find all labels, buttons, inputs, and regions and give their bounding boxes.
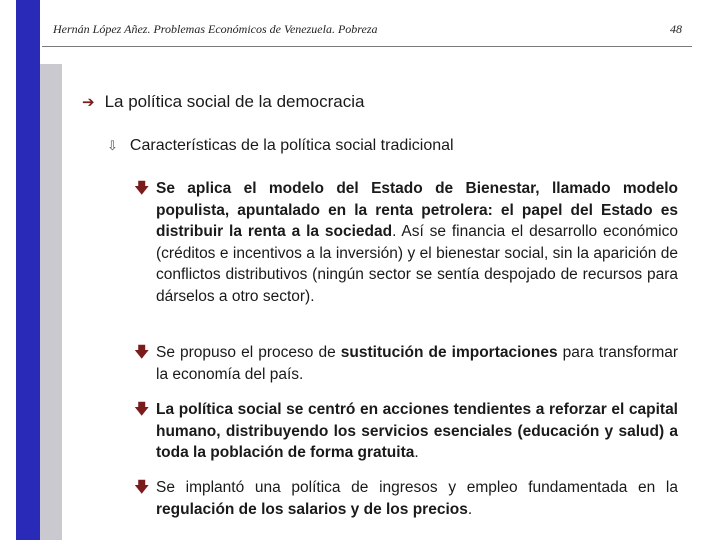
text-segment: para transformar la economía del país.	[156, 344, 679, 383]
text-segment-bold: sustitución de importaciones	[340, 344, 558, 361]
left-accent-bar-light	[40, 64, 62, 540]
bullet-item-3	[134, 399, 678, 464]
text-segment: Se propuso el proceso de	[156, 344, 341, 361]
arrow-down-outline-icon: ⇩	[107, 138, 118, 153]
heading-level1-text: La política social de la democracia	[104, 92, 365, 111]
text-segment: Se implantó una política de ingresos y empleo fundamentada en la	[156, 479, 678, 496]
heading-level1	[82, 92, 364, 112]
text-segment: .	[467, 500, 473, 518]
arrow-right-icon: ➔	[82, 94, 95, 111]
text-segment-bold: Se aplica el modelo del Estado de Bienestar, llamado modelo populista, apuntalado en la renta petrolera: el papel del Estado es distribuir la renta a la sociedad	[156, 180, 678, 240]
heading-level2	[107, 137, 454, 155]
arrow-down-icon: 🡇	[134, 344, 150, 361]
bullet-item-2	[134, 342, 678, 385]
arrow-down-icon: 🡇	[134, 180, 150, 197]
bullet-item-text	[156, 342, 678, 385]
bullet-item-text	[156, 178, 678, 307]
arrow-down-icon: 🡇	[134, 401, 150, 418]
bullet-item-text	[156, 477, 678, 520]
text-segment-bold: regulación de los salarios y de los precios	[156, 500, 468, 518]
header-title: Hernán López Añez. Problemas Económicos de Venezuela. Pobreza	[53, 22, 378, 36]
arrow-down-icon: 🡇	[134, 479, 150, 496]
bullet-item-4	[134, 477, 678, 520]
header-divider	[42, 46, 692, 47]
heading-level2-text: Características de la política social tradicional	[129, 137, 454, 154]
left-accent-bar-dark	[16, 0, 40, 540]
bullet-item-text	[156, 399, 678, 464]
text-segment: .	[414, 444, 419, 461]
text-segment: . Así se financia el desarrollo económico (créditos e incentivos a la inversión) y el bienestar social, sin la aparición de conflictos distributivos (ningún sector se sentía despojado de recursos para dárselos a otro sector).	[156, 223, 678, 305]
page-number: 48	[670, 22, 682, 36]
text-segment-bold: La política social se centró en acciones tendientes a reforzar el capital humano, distribuyendo los servicios esenciales (educación y salud) a toda la población de forma gratuita	[156, 401, 678, 461]
bullet-item-1	[134, 178, 678, 307]
